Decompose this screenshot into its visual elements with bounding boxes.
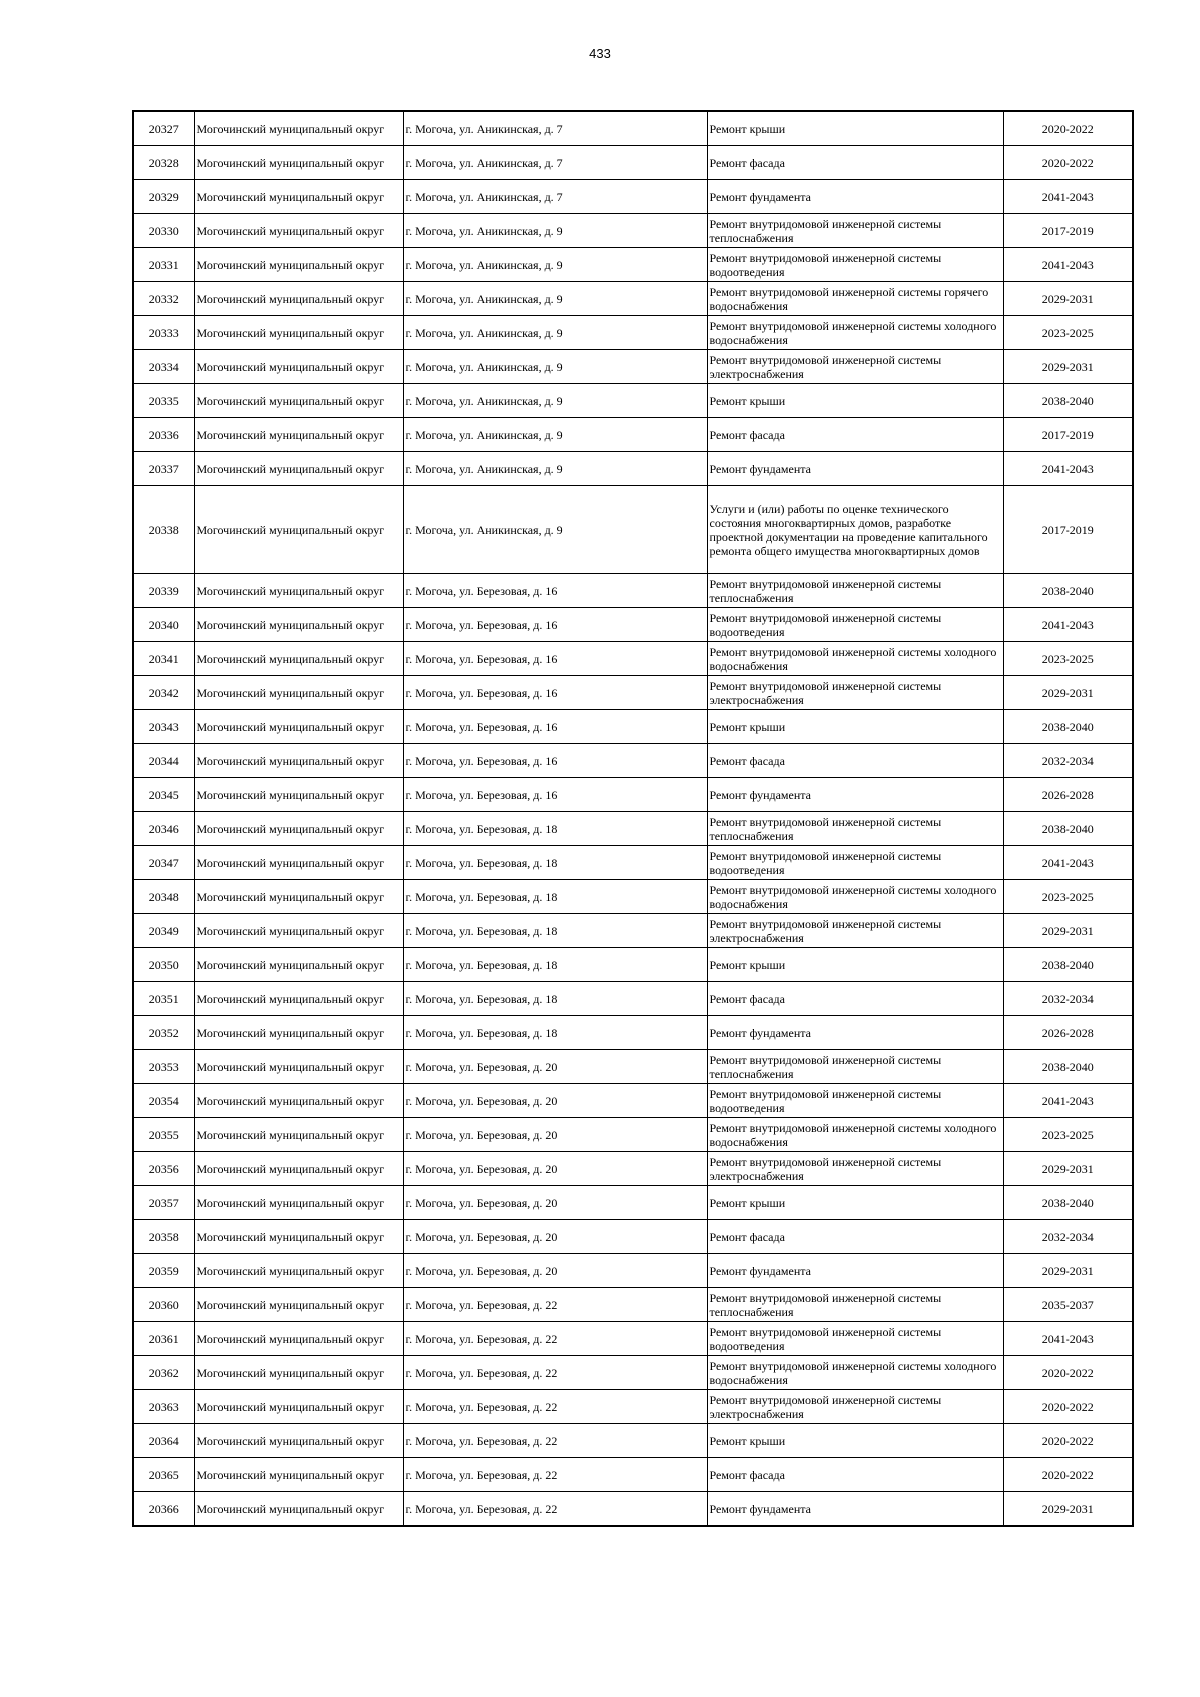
period-cell: 2041-2043 xyxy=(1003,248,1133,282)
table-row xyxy=(133,248,1133,282)
row-number-cell: 20349 xyxy=(133,914,194,948)
municipality-cell: Могочинский муниципальный округ xyxy=(194,1016,403,1050)
address-cell: г. Могоча, ул. Аникинская, д. 9 xyxy=(403,214,707,248)
work-type-cell: Ремонт крыши xyxy=(707,1424,1003,1458)
municipality-cell: Могочинский муниципальный округ xyxy=(194,1084,403,1118)
table-row xyxy=(133,1390,1133,1424)
table-body xyxy=(133,111,1133,1526)
row-number-cell: 20361 xyxy=(133,1322,194,1356)
address-cell: г. Могоча, ул. Аникинская, д. 9 xyxy=(403,316,707,350)
municipality-cell: Могочинский муниципальный округ xyxy=(194,248,403,282)
work-type-cell: Ремонт внутридомовой инженерной системы холодного водоснабжения xyxy=(707,880,1003,914)
table-row xyxy=(133,1492,1133,1527)
address-cell: г. Могоча, ул. Березовая, д. 20 xyxy=(403,1254,707,1288)
period-cell: 2023-2025 xyxy=(1003,1118,1133,1152)
work-type-cell: Ремонт фасада xyxy=(707,744,1003,778)
work-type-cell: Ремонт внутридомовой инженерной системы холодного водоснабжения xyxy=(707,642,1003,676)
row-number-cell: 20328 xyxy=(133,146,194,180)
row-number-cell: 20352 xyxy=(133,1016,194,1050)
row-number-cell: 20366 xyxy=(133,1492,194,1527)
table-row xyxy=(133,452,1133,486)
work-type-cell: Ремонт внутридомовой инженерной системы электроснабжения xyxy=(707,1390,1003,1424)
row-number-cell: 20346 xyxy=(133,812,194,846)
table-row xyxy=(133,676,1133,710)
address-cell: г. Могоча, ул. Березовая, д. 20 xyxy=(403,1220,707,1254)
municipality-cell: Могочинский муниципальный округ xyxy=(194,812,403,846)
address-cell: г. Могоча, ул. Березовая, д. 22 xyxy=(403,1492,707,1527)
period-cell: 2041-2043 xyxy=(1003,452,1133,486)
period-cell: 2020-2022 xyxy=(1003,111,1133,146)
municipality-cell: Могочинский муниципальный округ xyxy=(194,111,403,146)
table-row xyxy=(133,1152,1133,1186)
municipality-cell: Могочинский муниципальный округ xyxy=(194,316,403,350)
municipality-cell: Могочинский муниципальный округ xyxy=(194,710,403,744)
work-type-cell: Ремонт внутридомовой инженерной системы холодного водоснабжения xyxy=(707,316,1003,350)
row-number-cell: 20343 xyxy=(133,710,194,744)
address-cell: г. Могоча, ул. Аникинская, д. 9 xyxy=(403,486,707,574)
row-number-cell: 20355 xyxy=(133,1118,194,1152)
table-row xyxy=(133,1322,1133,1356)
row-number-cell: 20334 xyxy=(133,350,194,384)
work-type-cell: Ремонт внутридомовой инженерной системы водоотведения xyxy=(707,248,1003,282)
municipality-cell: Могочинский муниципальный округ xyxy=(194,1492,403,1527)
municipality-cell: Могочинский муниципальный округ xyxy=(194,214,403,248)
period-cell: 2035-2037 xyxy=(1003,1288,1133,1322)
period-cell: 2029-2031 xyxy=(1003,1152,1133,1186)
period-cell: 2038-2040 xyxy=(1003,384,1133,418)
period-cell: 2038-2040 xyxy=(1003,948,1133,982)
address-cell: г. Могоча, ул. Березовая, д. 18 xyxy=(403,914,707,948)
table-row xyxy=(133,982,1133,1016)
municipality-cell: Могочинский муниципальный округ xyxy=(194,1220,403,1254)
address-cell: г. Могоча, ул. Березовая, д. 18 xyxy=(403,880,707,914)
table-row xyxy=(133,1424,1133,1458)
work-type-cell: Ремонт крыши xyxy=(707,384,1003,418)
work-type-cell: Ремонт крыши xyxy=(707,111,1003,146)
municipality-cell: Могочинский муниципальный округ xyxy=(194,1356,403,1390)
address-cell: г. Могоча, ул. Аникинская, д. 9 xyxy=(403,282,707,316)
period-cell: 2029-2031 xyxy=(1003,1492,1133,1527)
period-cell: 2041-2043 xyxy=(1003,1322,1133,1356)
municipality-cell: Могочинский муниципальный округ xyxy=(194,1390,403,1424)
work-type-cell: Ремонт фундамента xyxy=(707,180,1003,214)
table-row xyxy=(133,1050,1133,1084)
address-cell: г. Могоча, ул. Аникинская, д. 9 xyxy=(403,248,707,282)
work-type-cell: Ремонт внутридомовой инженерной системы теплоснабжения xyxy=(707,812,1003,846)
address-cell: г. Могоча, ул. Березовая, д. 16 xyxy=(403,778,707,812)
work-type-cell: Ремонт внутридомовой инженерной системы водоотведения xyxy=(707,608,1003,642)
period-cell: 2038-2040 xyxy=(1003,1050,1133,1084)
address-cell: г. Могоча, ул. Аникинская, д. 9 xyxy=(403,418,707,452)
address-cell: г. Могоча, ул. Березовая, д. 22 xyxy=(403,1458,707,1492)
period-cell: 2029-2031 xyxy=(1003,350,1133,384)
address-cell: г. Могоча, ул. Березовая, д. 22 xyxy=(403,1356,707,1390)
row-number-cell: 20329 xyxy=(133,180,194,214)
address-cell: г. Могоча, ул. Березовая, д. 16 xyxy=(403,642,707,676)
municipality-cell: Могочинский муниципальный округ xyxy=(194,948,403,982)
table-row xyxy=(133,812,1133,846)
address-cell: г. Могоча, ул. Березовая, д. 22 xyxy=(403,1424,707,1458)
table-row xyxy=(133,642,1133,676)
work-type-cell: Ремонт внутридомовой инженерной системы электроснабжения xyxy=(707,350,1003,384)
municipality-cell: Могочинский муниципальный округ xyxy=(194,452,403,486)
address-cell: г. Могоча, ул. Березовая, д. 22 xyxy=(403,1390,707,1424)
period-cell: 2041-2043 xyxy=(1003,1084,1133,1118)
work-type-cell: Ремонт внутридомовой инженерной системы холодного водоснабжения xyxy=(707,1356,1003,1390)
period-cell: 2038-2040 xyxy=(1003,710,1133,744)
row-number-cell: 20327 xyxy=(133,111,194,146)
table-row xyxy=(133,846,1133,880)
municipality-cell: Могочинский муниципальный округ xyxy=(194,608,403,642)
municipality-cell: Могочинский муниципальный округ xyxy=(194,1424,403,1458)
row-number-cell: 20339 xyxy=(133,574,194,608)
table-row xyxy=(133,1356,1133,1390)
row-number-cell: 20347 xyxy=(133,846,194,880)
work-type-cell: Ремонт фундамента xyxy=(707,778,1003,812)
row-number-cell: 20336 xyxy=(133,418,194,452)
work-type-cell: Ремонт крыши xyxy=(707,1186,1003,1220)
address-cell: г. Могоча, ул. Березовая, д. 16 xyxy=(403,710,707,744)
period-cell: 2032-2034 xyxy=(1003,982,1133,1016)
row-number-cell: 20342 xyxy=(133,676,194,710)
municipality-cell: Могочинский муниципальный округ xyxy=(194,1288,403,1322)
address-cell: г. Могоча, ул. Березовая, д. 18 xyxy=(403,846,707,880)
table-row xyxy=(133,1458,1133,1492)
municipality-cell: Могочинский муниципальный округ xyxy=(194,1152,403,1186)
row-number-cell: 20363 xyxy=(133,1390,194,1424)
municipality-cell: Могочинский муниципальный округ xyxy=(194,146,403,180)
address-cell: г. Могоча, ул. Березовая, д. 18 xyxy=(403,812,707,846)
row-number-cell: 20360 xyxy=(133,1288,194,1322)
work-type-cell: Ремонт внутридомовой инженерной системы теплоснабжения xyxy=(707,1050,1003,1084)
period-cell: 2038-2040 xyxy=(1003,574,1133,608)
row-number-cell: 20358 xyxy=(133,1220,194,1254)
table-row xyxy=(133,744,1133,778)
period-cell: 2029-2031 xyxy=(1003,676,1133,710)
row-number-cell: 20335 xyxy=(133,384,194,418)
municipality-cell: Могочинский муниципальный округ xyxy=(194,914,403,948)
table-row xyxy=(133,1118,1133,1152)
period-cell: 2029-2031 xyxy=(1003,282,1133,316)
row-number-cell: 20353 xyxy=(133,1050,194,1084)
address-cell: г. Могоча, ул. Березовая, д. 18 xyxy=(403,948,707,982)
table-row xyxy=(133,1016,1133,1050)
work-type-cell: Ремонт фасада xyxy=(707,146,1003,180)
period-cell: 2023-2025 xyxy=(1003,316,1133,350)
work-type-cell: Ремонт фасада xyxy=(707,1220,1003,1254)
work-type-cell: Ремонт внутридомовой инженерной системы горячего водоснабжения xyxy=(707,282,1003,316)
row-number-cell: 20333 xyxy=(133,316,194,350)
address-cell: г. Могоча, ул. Березовая, д. 20 xyxy=(403,1152,707,1186)
page-number: 433 xyxy=(589,46,611,61)
period-cell: 2017-2019 xyxy=(1003,214,1133,248)
table-row xyxy=(133,111,1133,146)
period-cell: 2038-2040 xyxy=(1003,1186,1133,1220)
table-row xyxy=(133,948,1133,982)
table-row xyxy=(133,914,1133,948)
period-cell: 2041-2043 xyxy=(1003,608,1133,642)
address-cell: г. Могоча, ул. Березовая, д. 16 xyxy=(403,608,707,642)
address-cell: г. Могоча, ул. Березовая, д. 20 xyxy=(403,1050,707,1084)
municipality-cell: Могочинский муниципальный округ xyxy=(194,982,403,1016)
row-number-cell: 20357 xyxy=(133,1186,194,1220)
period-cell: 2026-2028 xyxy=(1003,1016,1133,1050)
work-type-cell: Ремонт фундамента xyxy=(707,452,1003,486)
municipality-cell: Могочинский муниципальный округ xyxy=(194,282,403,316)
municipality-cell: Могочинский муниципальный округ xyxy=(194,846,403,880)
period-cell: 2026-2028 xyxy=(1003,778,1133,812)
work-type-cell: Ремонт внутридомовой инженерной системы теплоснабжения xyxy=(707,214,1003,248)
work-type-cell: Ремонт внутридомовой инженерной системы теплоснабжения xyxy=(707,574,1003,608)
period-cell: 2029-2031 xyxy=(1003,914,1133,948)
period-cell: 2020-2022 xyxy=(1003,1424,1133,1458)
address-cell: г. Могоча, ул. Аникинская, д. 7 xyxy=(403,111,707,146)
address-cell: г. Могоча, ул. Аникинская, д. 9 xyxy=(403,384,707,418)
row-number-cell: 20362 xyxy=(133,1356,194,1390)
municipality-cell: Могочинский муниципальный округ xyxy=(194,778,403,812)
table-row xyxy=(133,1220,1133,1254)
row-number-cell: 20337 xyxy=(133,452,194,486)
municipality-cell: Могочинский муниципальный округ xyxy=(194,642,403,676)
row-number-cell: 20364 xyxy=(133,1424,194,1458)
work-type-cell: Ремонт фундамента xyxy=(707,1016,1003,1050)
municipality-cell: Могочинский муниципальный округ xyxy=(194,1254,403,1288)
work-type-cell: Ремонт фасада xyxy=(707,1458,1003,1492)
row-number-cell: 20354 xyxy=(133,1084,194,1118)
period-cell: 2020-2022 xyxy=(1003,146,1133,180)
municipality-cell: Могочинский муниципальный округ xyxy=(194,1458,403,1492)
row-number-cell: 20359 xyxy=(133,1254,194,1288)
address-cell: г. Могоча, ул. Березовая, д. 20 xyxy=(403,1186,707,1220)
table-row xyxy=(133,146,1133,180)
period-cell: 2032-2034 xyxy=(1003,1220,1133,1254)
address-cell: г. Могоча, ул. Березовая, д. 16 xyxy=(403,744,707,778)
municipality-cell: Могочинский муниципальный округ xyxy=(194,880,403,914)
municipality-cell: Могочинский муниципальный округ xyxy=(194,744,403,778)
period-cell: 2038-2040 xyxy=(1003,812,1133,846)
period-cell: 2032-2034 xyxy=(1003,744,1133,778)
period-cell: 2020-2022 xyxy=(1003,1458,1133,1492)
table-row xyxy=(133,282,1133,316)
work-type-cell: Ремонт фасада xyxy=(707,982,1003,1016)
address-cell: г. Могоча, ул. Аникинская, д. 7 xyxy=(403,180,707,214)
address-cell: г. Могоча, ул. Аникинская, д. 9 xyxy=(403,350,707,384)
period-cell: 2041-2043 xyxy=(1003,846,1133,880)
capital-repair-table xyxy=(132,110,1134,1527)
table-row xyxy=(133,180,1133,214)
work-type-cell: Ремонт фундамента xyxy=(707,1254,1003,1288)
address-cell: г. Могоча, ул. Березовая, д. 22 xyxy=(403,1288,707,1322)
work-type-cell: Ремонт внутридомовой инженерной системы электроснабжения xyxy=(707,676,1003,710)
row-number-cell: 20331 xyxy=(133,248,194,282)
work-type-cell: Услуги и (или) работы по оценке технического состояния многоквартирных домов, разработке проектной документации на проведение капитального ремонта общего имущества многоквартирных домов xyxy=(707,486,1003,574)
period-cell: 2017-2019 xyxy=(1003,418,1133,452)
work-type-cell: Ремонт внутридомовой инженерной системы водоотведения xyxy=(707,846,1003,880)
work-type-cell: Ремонт фасада xyxy=(707,418,1003,452)
period-cell: 2023-2025 xyxy=(1003,642,1133,676)
work-type-cell: Ремонт внутридомовой инженерной системы водоотведения xyxy=(707,1084,1003,1118)
address-cell: г. Могоча, ул. Аникинская, д. 9 xyxy=(403,452,707,486)
table-row xyxy=(133,1288,1133,1322)
work-type-cell: Ремонт внутридомовой инженерной системы электроснабжения xyxy=(707,914,1003,948)
address-cell: г. Могоча, ул. Березовая, д. 20 xyxy=(403,1084,707,1118)
table-row xyxy=(133,214,1133,248)
period-cell: 2020-2022 xyxy=(1003,1390,1133,1424)
table-row xyxy=(133,710,1133,744)
municipality-cell: Могочинский муниципальный округ xyxy=(194,1186,403,1220)
address-cell: г. Могоча, ул. Березовая, д. 22 xyxy=(403,1322,707,1356)
table-row xyxy=(133,574,1133,608)
table-row xyxy=(133,486,1133,574)
address-cell: г. Могоча, ул. Березовая, д. 20 xyxy=(403,1118,707,1152)
row-number-cell: 20340 xyxy=(133,608,194,642)
row-number-cell: 20350 xyxy=(133,948,194,982)
table-row xyxy=(133,350,1133,384)
row-number-cell: 20356 xyxy=(133,1152,194,1186)
municipality-cell: Могочинский муниципальный округ xyxy=(194,350,403,384)
table-row xyxy=(133,418,1133,452)
work-type-cell: Ремонт крыши xyxy=(707,710,1003,744)
table-row xyxy=(133,384,1133,418)
address-cell: г. Могоча, ул. Березовая, д. 16 xyxy=(403,676,707,710)
period-cell: 2029-2031 xyxy=(1003,1254,1133,1288)
table-row xyxy=(133,880,1133,914)
row-number-cell: 20365 xyxy=(133,1458,194,1492)
table-row xyxy=(133,316,1133,350)
row-number-cell: 20330 xyxy=(133,214,194,248)
municipality-cell: Могочинский муниципальный округ xyxy=(194,676,403,710)
table-row xyxy=(133,778,1133,812)
work-type-cell: Ремонт внутридомовой инженерной системы теплоснабжения xyxy=(707,1288,1003,1322)
municipality-cell: Могочинский муниципальный округ xyxy=(194,418,403,452)
municipality-cell: Могочинский муниципальный округ xyxy=(194,486,403,574)
municipality-cell: Могочинский муниципальный округ xyxy=(194,1050,403,1084)
table-row xyxy=(133,608,1133,642)
row-number-cell: 20348 xyxy=(133,880,194,914)
row-number-cell: 20338 xyxy=(133,486,194,574)
row-number-cell: 20344 xyxy=(133,744,194,778)
table-row xyxy=(133,1254,1133,1288)
municipality-cell: Могочинский муниципальный округ xyxy=(194,384,403,418)
period-cell: 2041-2043 xyxy=(1003,180,1133,214)
municipality-cell: Могочинский муниципальный округ xyxy=(194,1322,403,1356)
row-number-cell: 20351 xyxy=(133,982,194,1016)
work-type-cell: Ремонт внутридомовой инженерной системы электроснабжения xyxy=(707,1152,1003,1186)
work-type-cell: Ремонт фундамента xyxy=(707,1492,1003,1527)
table-row xyxy=(133,1084,1133,1118)
municipality-cell: Могочинский муниципальный округ xyxy=(194,574,403,608)
row-number-cell: 20341 xyxy=(133,642,194,676)
address-cell: г. Могоча, ул. Березовая, д. 16 xyxy=(403,574,707,608)
work-type-cell: Ремонт внутридомовой инженерной системы водоотведения xyxy=(707,1322,1003,1356)
municipality-cell: Могочинский муниципальный округ xyxy=(194,180,403,214)
row-number-cell: 20345 xyxy=(133,778,194,812)
municipality-cell: Могочинский муниципальный округ xyxy=(194,1118,403,1152)
period-cell: 2023-2025 xyxy=(1003,880,1133,914)
work-type-cell: Ремонт крыши xyxy=(707,948,1003,982)
row-number-cell: 20332 xyxy=(133,282,194,316)
period-cell: 2017-2019 xyxy=(1003,486,1133,574)
table-row xyxy=(133,1186,1133,1220)
period-cell: 2020-2022 xyxy=(1003,1356,1133,1390)
work-type-cell: Ремонт внутридомовой инженерной системы холодного водоснабжения xyxy=(707,1118,1003,1152)
address-cell: г. Могоча, ул. Аникинская, д. 7 xyxy=(403,146,707,180)
address-cell: г. Могоча, ул. Березовая, д. 18 xyxy=(403,982,707,1016)
address-cell: г. Могоча, ул. Березовая, д. 18 xyxy=(403,1016,707,1050)
